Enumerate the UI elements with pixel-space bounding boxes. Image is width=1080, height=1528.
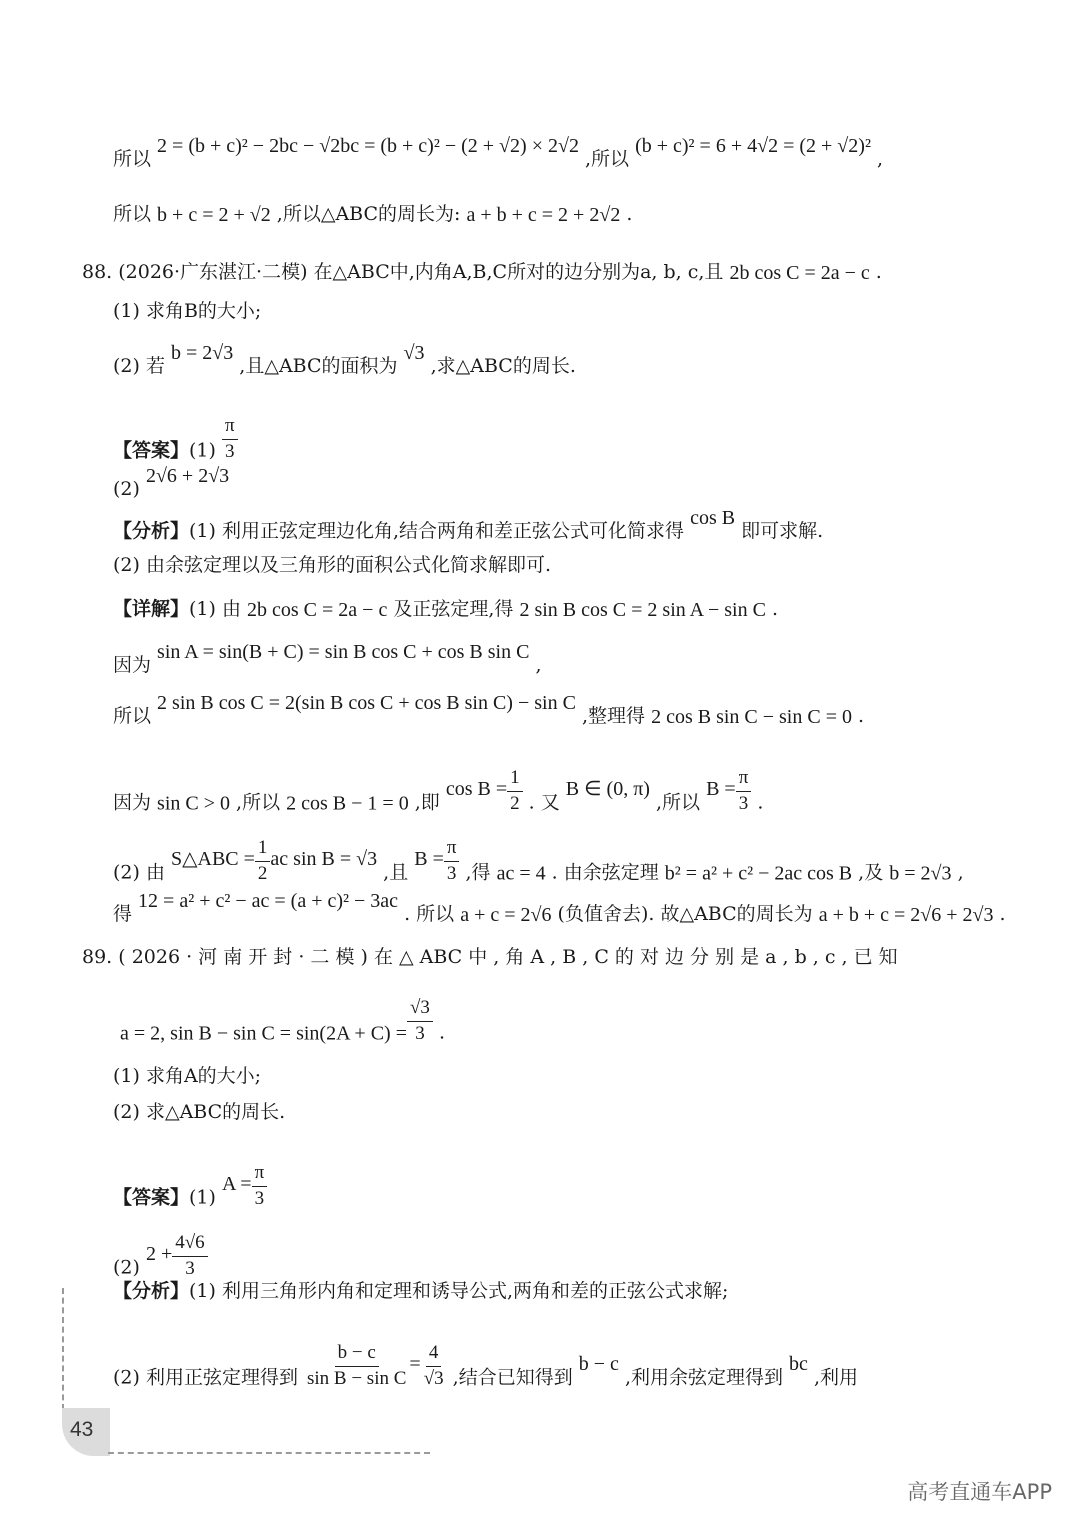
math-expression: b + c = 2 + √2 [157,204,271,226]
text-run: ,所以 [578,148,636,170]
math-expression: ac = 4 [496,862,546,885]
math-expression: B = [706,778,736,801]
text-run: . [765,598,779,620]
text-run: . [620,203,633,225]
fraction [444,838,460,885]
section-label: 【答案】 [113,439,190,462]
fraction-denominator: √3 [423,1367,444,1389]
fraction-numerator: 1 [507,768,523,792]
fraction-denominator: 3 [446,862,457,884]
math-expression: (b + c)² = 6 + 4√2 = (2 + √2)² [635,135,871,157]
section-label: 【详解】 [113,598,190,620]
text-run: , [951,861,964,884]
math-expression: a + b + c = 2 + 2√2 [466,204,621,226]
text-run: 即可求解. [735,520,824,542]
math-expression: 2 cos B sin C − sin C = 0 [651,706,852,728]
text-run: ,结合已知得到 [446,1366,579,1389]
text-line [113,600,778,620]
math-expression: 12 = a² + c² − ac = (a + c)² − 3ac [138,890,399,912]
math-expression: 2√6 + 2√3 [145,465,230,487]
fraction-denominator: 3 [738,792,749,814]
math-expression: b − c [578,1353,619,1376]
math-expression: 2 cos B − 1 = 0 [286,792,409,815]
text-run: 所以 [113,705,158,727]
fraction [222,416,238,463]
text-line [113,556,551,575]
text-run: ,利用余弦定理得到 [618,1366,790,1389]
math-expression: 2 = (b + c)² − 2bc − √2bc = (b + c)² − (2 + √2) × 2√2 [157,135,579,157]
section-label: 【分析】 [113,1280,190,1302]
math-expression: √3 [403,342,425,364]
text-line [113,692,865,728]
text-line [113,1162,267,1222]
text-run: , [529,654,542,676]
text-run: . 所以 [398,903,461,925]
math-expression: = [409,1353,421,1376]
text-run: ,及 [852,861,890,884]
page-number: 43 [70,1418,94,1441]
text-line [113,507,824,542]
math-expression: B ∈ (0, π) [565,778,650,801]
fraction-numerator: 4√6 [172,1233,207,1257]
fraction-numerator: 1 [255,838,271,862]
fraction-numerator: b − c [335,1343,379,1367]
text-run: 及正弦定理,得 [387,598,520,620]
fraction [407,998,433,1045]
text-run: 89. ( 2026 · 河 南 开 封 · 二 模 ) 在 △ ABC 中 , 角 A , B , C 的 对 边 分 别 是 a , b , c , 已 知 [82,946,898,968]
fraction-numerator: π [252,1163,268,1187]
fraction-denominator: 3 [185,1257,195,1279]
fraction-denominator: 3 [415,1022,425,1044]
text-run: (2) 若 [113,355,171,377]
math-expression: S△ABC = [171,848,255,871]
math-expression: B = [414,848,444,871]
math-expression: b = 2√3 [889,862,952,885]
text-line [120,997,446,1057]
fraction-numerator: π [444,838,460,862]
fraction-numerator: π [222,416,238,440]
math-expression: 2b cos C = 2a − c [247,599,388,621]
fraction-numerator: π [736,768,752,792]
fraction [304,1343,409,1390]
text-run: (2) [113,478,146,500]
text-line [82,948,898,967]
text-run: . 又 [522,791,566,814]
text-run: 得 [113,903,139,925]
text-line [113,465,230,500]
text-run: ,求△ABC的周长. [424,355,576,377]
text-run: (1) [189,1186,222,1209]
text-line [113,767,764,827]
fraction [255,838,271,885]
text-line [113,342,576,377]
text-run: 所以 [113,203,158,225]
text-run: 所以 [113,148,158,170]
text-run: . [993,903,1006,925]
text-run: ,所以△ABC的周长为: [270,203,467,225]
fraction-denominator: 3 [225,440,235,462]
text-run: (1) 求角A的大小; [113,1065,262,1087]
page-border-vertical [62,1288,64,1410]
math-expression: sin C > 0 [157,792,231,815]
text-line [113,890,1006,926]
fraction-denominator: 2 [257,862,268,884]
text-line [113,205,632,225]
text-line [113,1342,859,1402]
text-run: . [851,705,865,727]
text-run: . [432,1021,446,1044]
math-expression: 2 sin B cos C = 2 sin A − sin C [519,599,766,621]
text-run: ,得 [459,861,497,884]
page-border-horizontal [108,1452,430,1454]
math-expression: ac sin B = √3 [270,848,378,871]
fraction [736,768,752,815]
math-expression: a + b + c = 2√6 + 2√3 [818,904,994,926]
text-run: , [870,148,884,170]
text-run: ,所以 [649,791,707,814]
text-run: (负值舍去). 故△ABC的周长为 [551,903,819,925]
section-label: 【分析】 [113,520,190,542]
fraction-denominator: 3 [254,1187,265,1209]
math-expression: A = [221,1173,252,1196]
text-line [113,1067,261,1086]
text-line [113,135,884,170]
fraction-numerator: 4 [426,1343,442,1367]
text-run: . 由余弦定理 [545,861,665,884]
text-run: ,且△ABC的面积为 [233,355,404,377]
math-expression: sin A = sin(B + C) = sin B cos C + cos B sin C [157,641,530,663]
math-expression: 2 sin B cos C = 2(sin B cos C + cos B sin C) − sin C [157,692,576,714]
math-expression: 2 + [145,1243,173,1266]
math-expression: bc [789,1353,808,1376]
fraction-numerator: √3 [407,998,433,1022]
fraction-denominator: sin B − sin C [307,1367,407,1389]
text-run: (1) 利用正弦定理边化角,结合两角和差正弦公式可化简求得 [189,520,691,542]
text-run: ,且 [377,861,415,884]
math-expression: b² = a² + c² − 2ac cos B [664,862,853,885]
text-run: ,所以 [230,791,287,814]
text-run: (2) [113,1256,146,1279]
text-run: ,整理得 [575,705,652,727]
text-run: . [869,261,882,283]
text-run: (1) 由 [189,598,248,620]
text-run: 因为 [113,654,158,676]
text-run: ,即 [408,791,446,814]
text-line [113,1282,728,1301]
text-line [82,263,882,283]
math-expression: b = 2√3 [171,342,234,364]
text-run: (2) 求△ABC的周长. [113,1101,286,1123]
text-line [113,1103,285,1122]
fraction [507,768,523,815]
text-run: (1) 求角B的大小; [113,300,262,322]
text-line [113,302,261,321]
math-expression: a + c = 2√6 [460,904,552,926]
fraction-denominator: 2 [510,792,520,814]
text-line [113,641,542,676]
text-run: (2) 由余弦定理以及三角形的面积公式化简求解即可. [113,554,551,576]
text-run: (2) 利用正弦定理得到 [113,1366,304,1389]
math-expression: a = 2, sin B − sin C = sin(2A + C) = [120,1022,407,1045]
watermark: 高考直通车APP [907,1480,1052,1504]
text-run: 因为 [113,791,158,814]
text-run: 88. (2026·广东湛江·二模) 在△ABC中,内角A,B,C所对的边分别为a, b, c,且 [82,261,730,283]
text-run: (1) 利用三角形内角和定理和诱导公式,两角和差的正弦公式求解; [189,1280,729,1302]
text-run: (2) 由 [113,861,171,884]
math-expression: cos B [690,507,736,529]
text-run: . [751,791,764,814]
math-expression: cos B = [445,778,508,801]
text-run: ,利用 [807,1366,859,1389]
fraction [172,1233,207,1280]
math-expression: 2b cos C = 2a − c [729,262,870,284]
section-label: 【答案】 [113,1186,190,1209]
text-run: (1) [189,439,222,462]
fraction [252,1163,268,1210]
fraction [421,1343,447,1390]
